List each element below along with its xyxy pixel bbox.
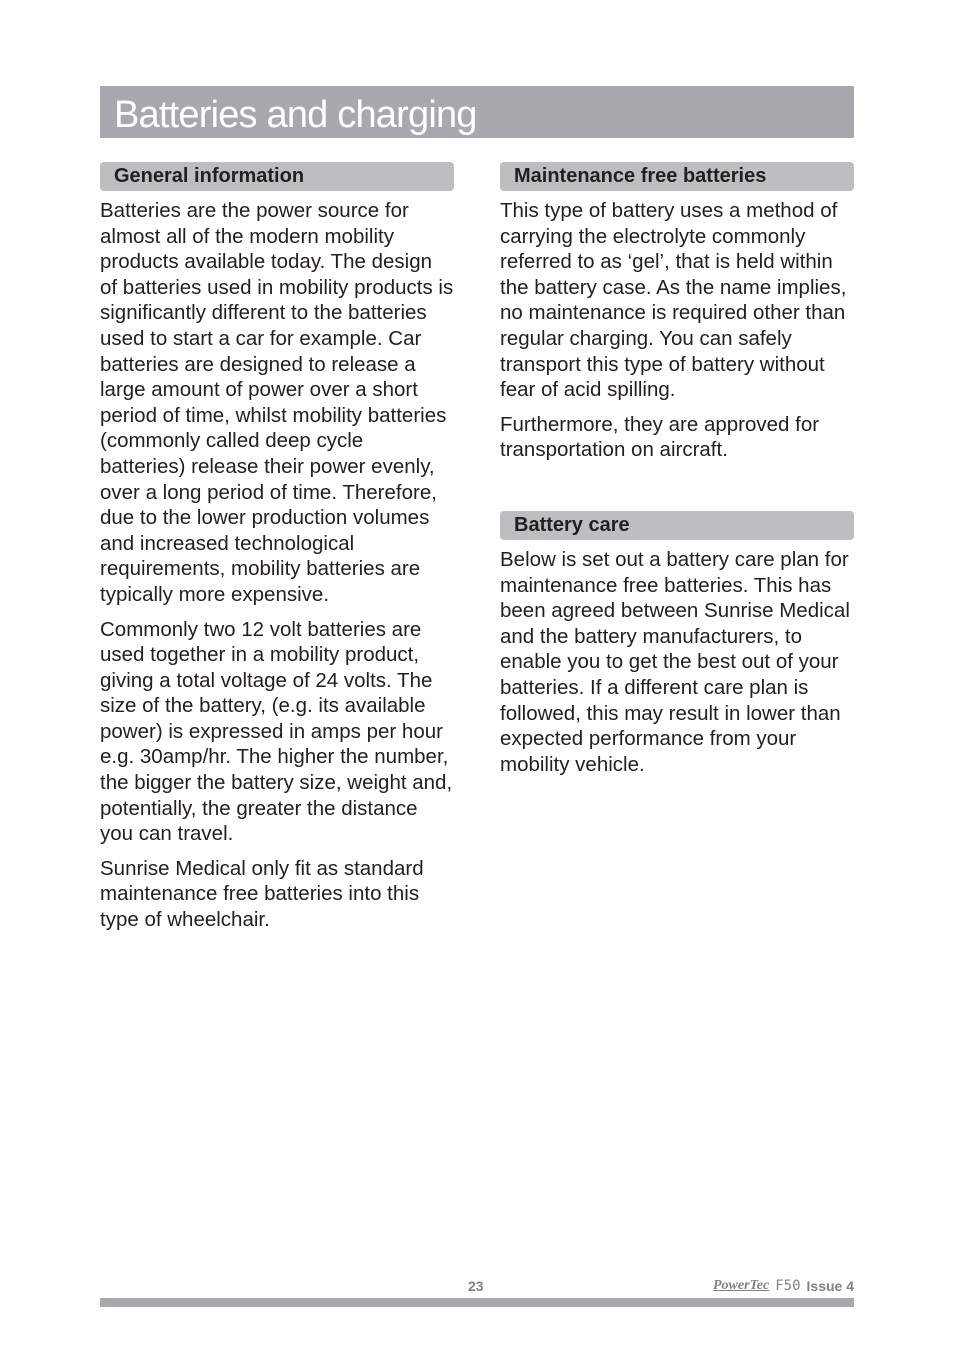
title-bar <box>100 86 854 138</box>
section-heading-battery-care: Battery care <box>500 511 854 540</box>
paragraph: Commonly two 12 volt batteries are used together in a mobility product, giving a total voltage of 24 volts. The size of the battery, (e.g. its available power) is expressed in amps per hour e.g. 30amp/hr. The higher the number, the bigger the battery size, weight and, potentially, the greater the distance you can travel. <box>100 617 453 846</box>
paragraph: Sunrise Medical only fit as standard maintenance free batteries into this type of wheelchair. <box>100 856 424 932</box>
paragraph: Batteries are the power source for almost all of the modern mobility products available today. The design of batteries used in mobility products is significantly different to the batteries used to start a car for example. Car batteries are designed to release a large amount of power over a short period of time, whilst mobility batteries (commonly called deep cycle batteries) release their power evenly, over a long period of time. Therefore, due to the lower production volumes and increased technological requirements, mobility batteries are typically more expensive. <box>100 199 454 606</box>
page-number: 23 <box>468 1278 484 1294</box>
issue-label: Issue 4 <box>806 1278 854 1294</box>
brand-logo: PowerTec <box>712 1278 770 1293</box>
page-title: Batteries and charging <box>114 94 477 136</box>
brand-model: F50 <box>775 1278 801 1294</box>
paragraph: Furthermore, they are approved for transportation on aircraft. <box>500 412 820 462</box>
right-column <box>500 162 854 777</box>
footer-bar <box>100 1298 854 1307</box>
footer-brand <box>713 1278 854 1294</box>
paragraph: Below is set out a battery care plan for maintenance free batteries. This has been agreed between Sunrise Medical and the battery manufacturers, to enable you to get the best out of your batteries. If a different care plan is followed, this may result in lower than expected performance from your mobility vehicle. <box>500 547 850 776</box>
section-heading-maintenance-free-batteries: Maintenance free batteries <box>500 162 854 191</box>
section-spacer <box>500 463 854 511</box>
section-heading-general-information: General information <box>100 162 454 191</box>
left-column <box>100 162 454 933</box>
paragraph: This type of battery uses a method of carrying the electrolyte commonly referred to as ‘gel’, that is held within the battery case. As the name implies, no maintenance is required other than regular charging. You can safely transport this type of battery without fear of acid spilling. <box>500 199 847 402</box>
